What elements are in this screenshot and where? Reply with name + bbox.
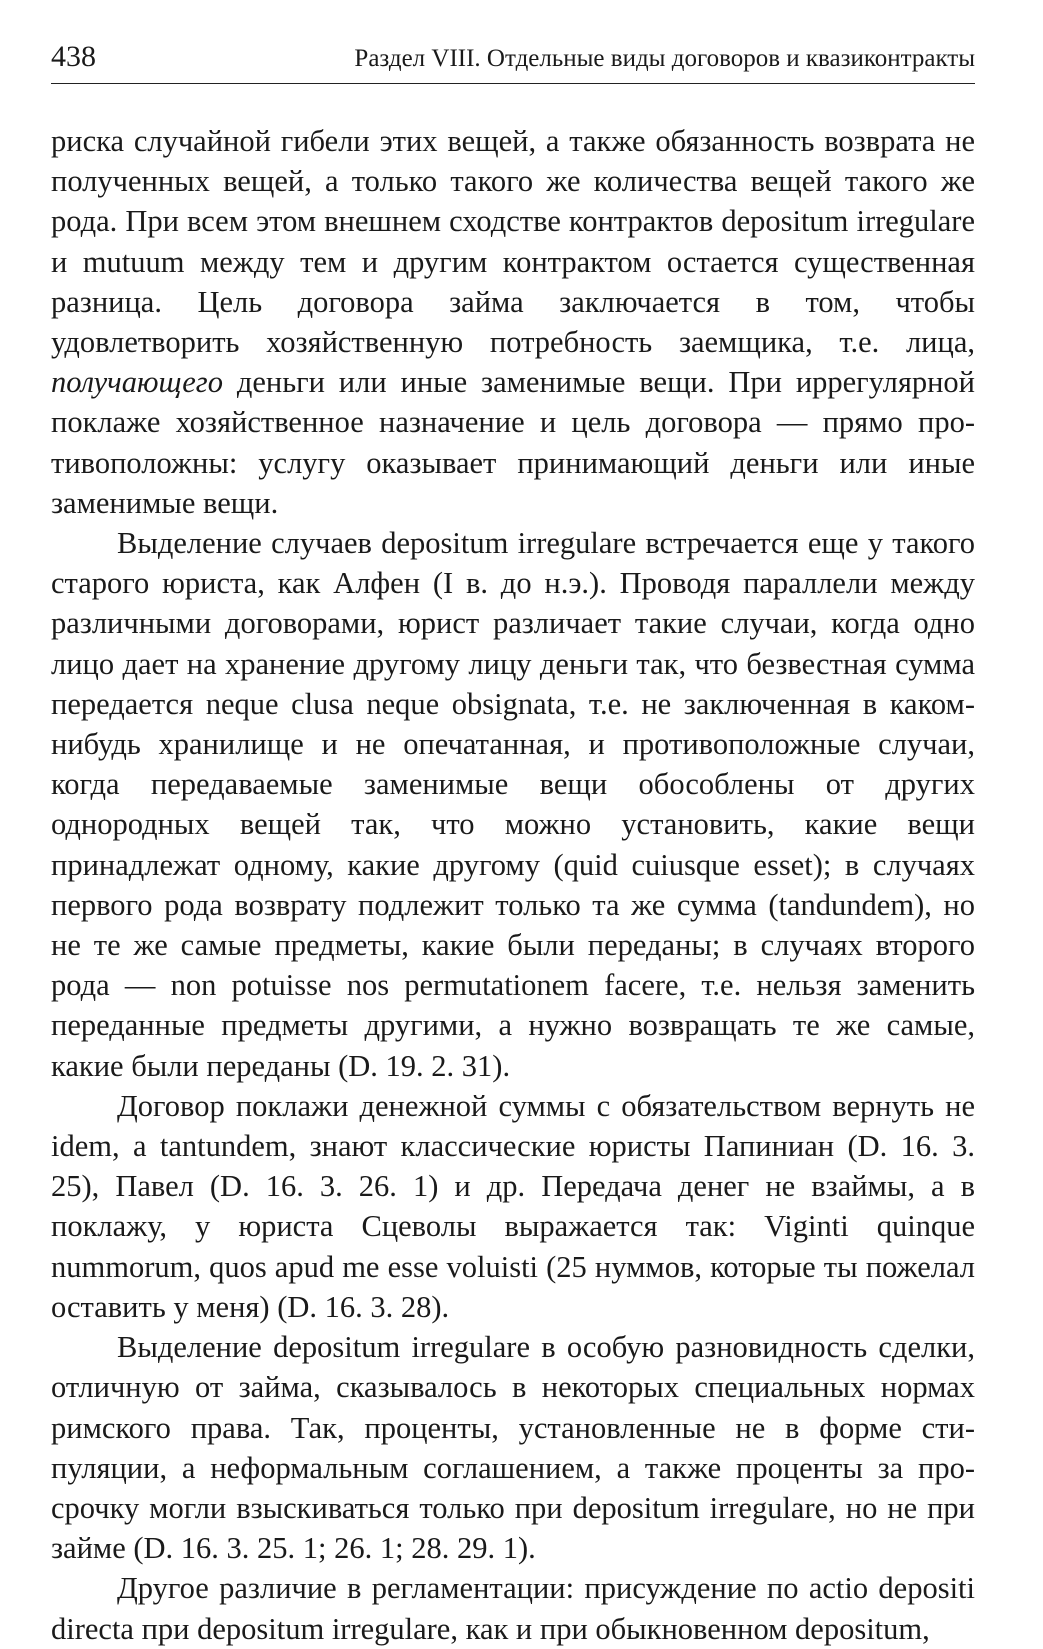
running-header: [51, 38, 975, 84]
paragraph-classical-jurists: Договор поклажи денежной суммы с обязательством вернуть не idem, a tantundem, знают классические юристы Папиниан (D. 16. 3. 25), Павел (D. 16. 3. 26. 1) и др. Передача денег не взаймы, а в поклажу, у юриста Сцеволы выражается так: Viginti quinque nummorum, quos apud me esse voluisti (25 нуммов, которые ты пожелал оставить у меня) (D. 16. 3. 28).: [51, 1088, 975, 1324]
paragraph-alfen: Выделение случаев depositum irregulare встречается еще у такого старого юриста, как Алфен (I в. до н.э.). Проводя параллели между различными договорами, юрист различает такие случаи, когда одно лицо дает на хранение другому лицу деньги так, что безвестная сумма передается neque clusa neque obsignata, т.е. не заключенная в каком-нибудь хранилище и не опечатанная, и противоположные случаи, когда передаваемые заменимые вещи обособлены от других однородных вещей так, что можно установить, какие вещи принадлежат одному, какие другому (quid cuiusque esset); в случаях первого рода возврату подлежит только та же сумма (tandundem), но не те же самые предметы, какие были переданы; в случаях второго рода — non potuisse nos permutationem facere, т.е. нельзя заменить переданные предметы другими, а нужно возвращать те же самые, какие были переданы (D. 19. 2. 31).: [51, 526, 975, 1083]
section-title: Раздел VIII. Отдельные виды договоров и квазиконтракты: [354, 45, 975, 72]
book-page: [51, 38, 975, 1649]
page-number: 438: [51, 40, 96, 73]
paragraph-regulation-difference: Другое различие в регламентации: присуждение по actio depositi directa при depositum irregulare, как и при обыкновенном depositum,: [51, 1571, 975, 1646]
paragraph-continued: [51, 121, 975, 523]
paragraph-text: риска случайной гибели этих вещей, а также обязанность возврата не полученных вещей, а только такого же количества вещей такого же рода. При всем этом внешнем сходстве контрактов depositum irregulare и mutuum между тем и другим контрактом остается существенная разница. Цель договора займа заключается в том, чтобы удовлетворить хозяйственную потребность заемщика, т.е. лица,: [51, 124, 975, 360]
paragraph-special-norms: Выделение depositum irregulare в особую разновидность сделки, отличную от займа, сказывалось в некоторых специальных нормах римского права. Так, проценты, установленные не в форме стипуляции, а неформальным соглашением, а также проценты за просрочку могли взыскиваться только при depositum irregulare, но не при займе (D. 16. 3. 25. 1; 26. 1; 28. 29. 1).: [51, 1330, 975, 1566]
body-text: [51, 121, 975, 1649]
paragraph-text: деньги или иные заменимые вещи. При иррегулярной поклаже хозяйственное назначение и цель договора — прямо противоположны: услугу оказывает принимающий деньги или иные заменимые вещи.: [51, 365, 975, 520]
italic-emphasis: получающего: [51, 365, 223, 400]
